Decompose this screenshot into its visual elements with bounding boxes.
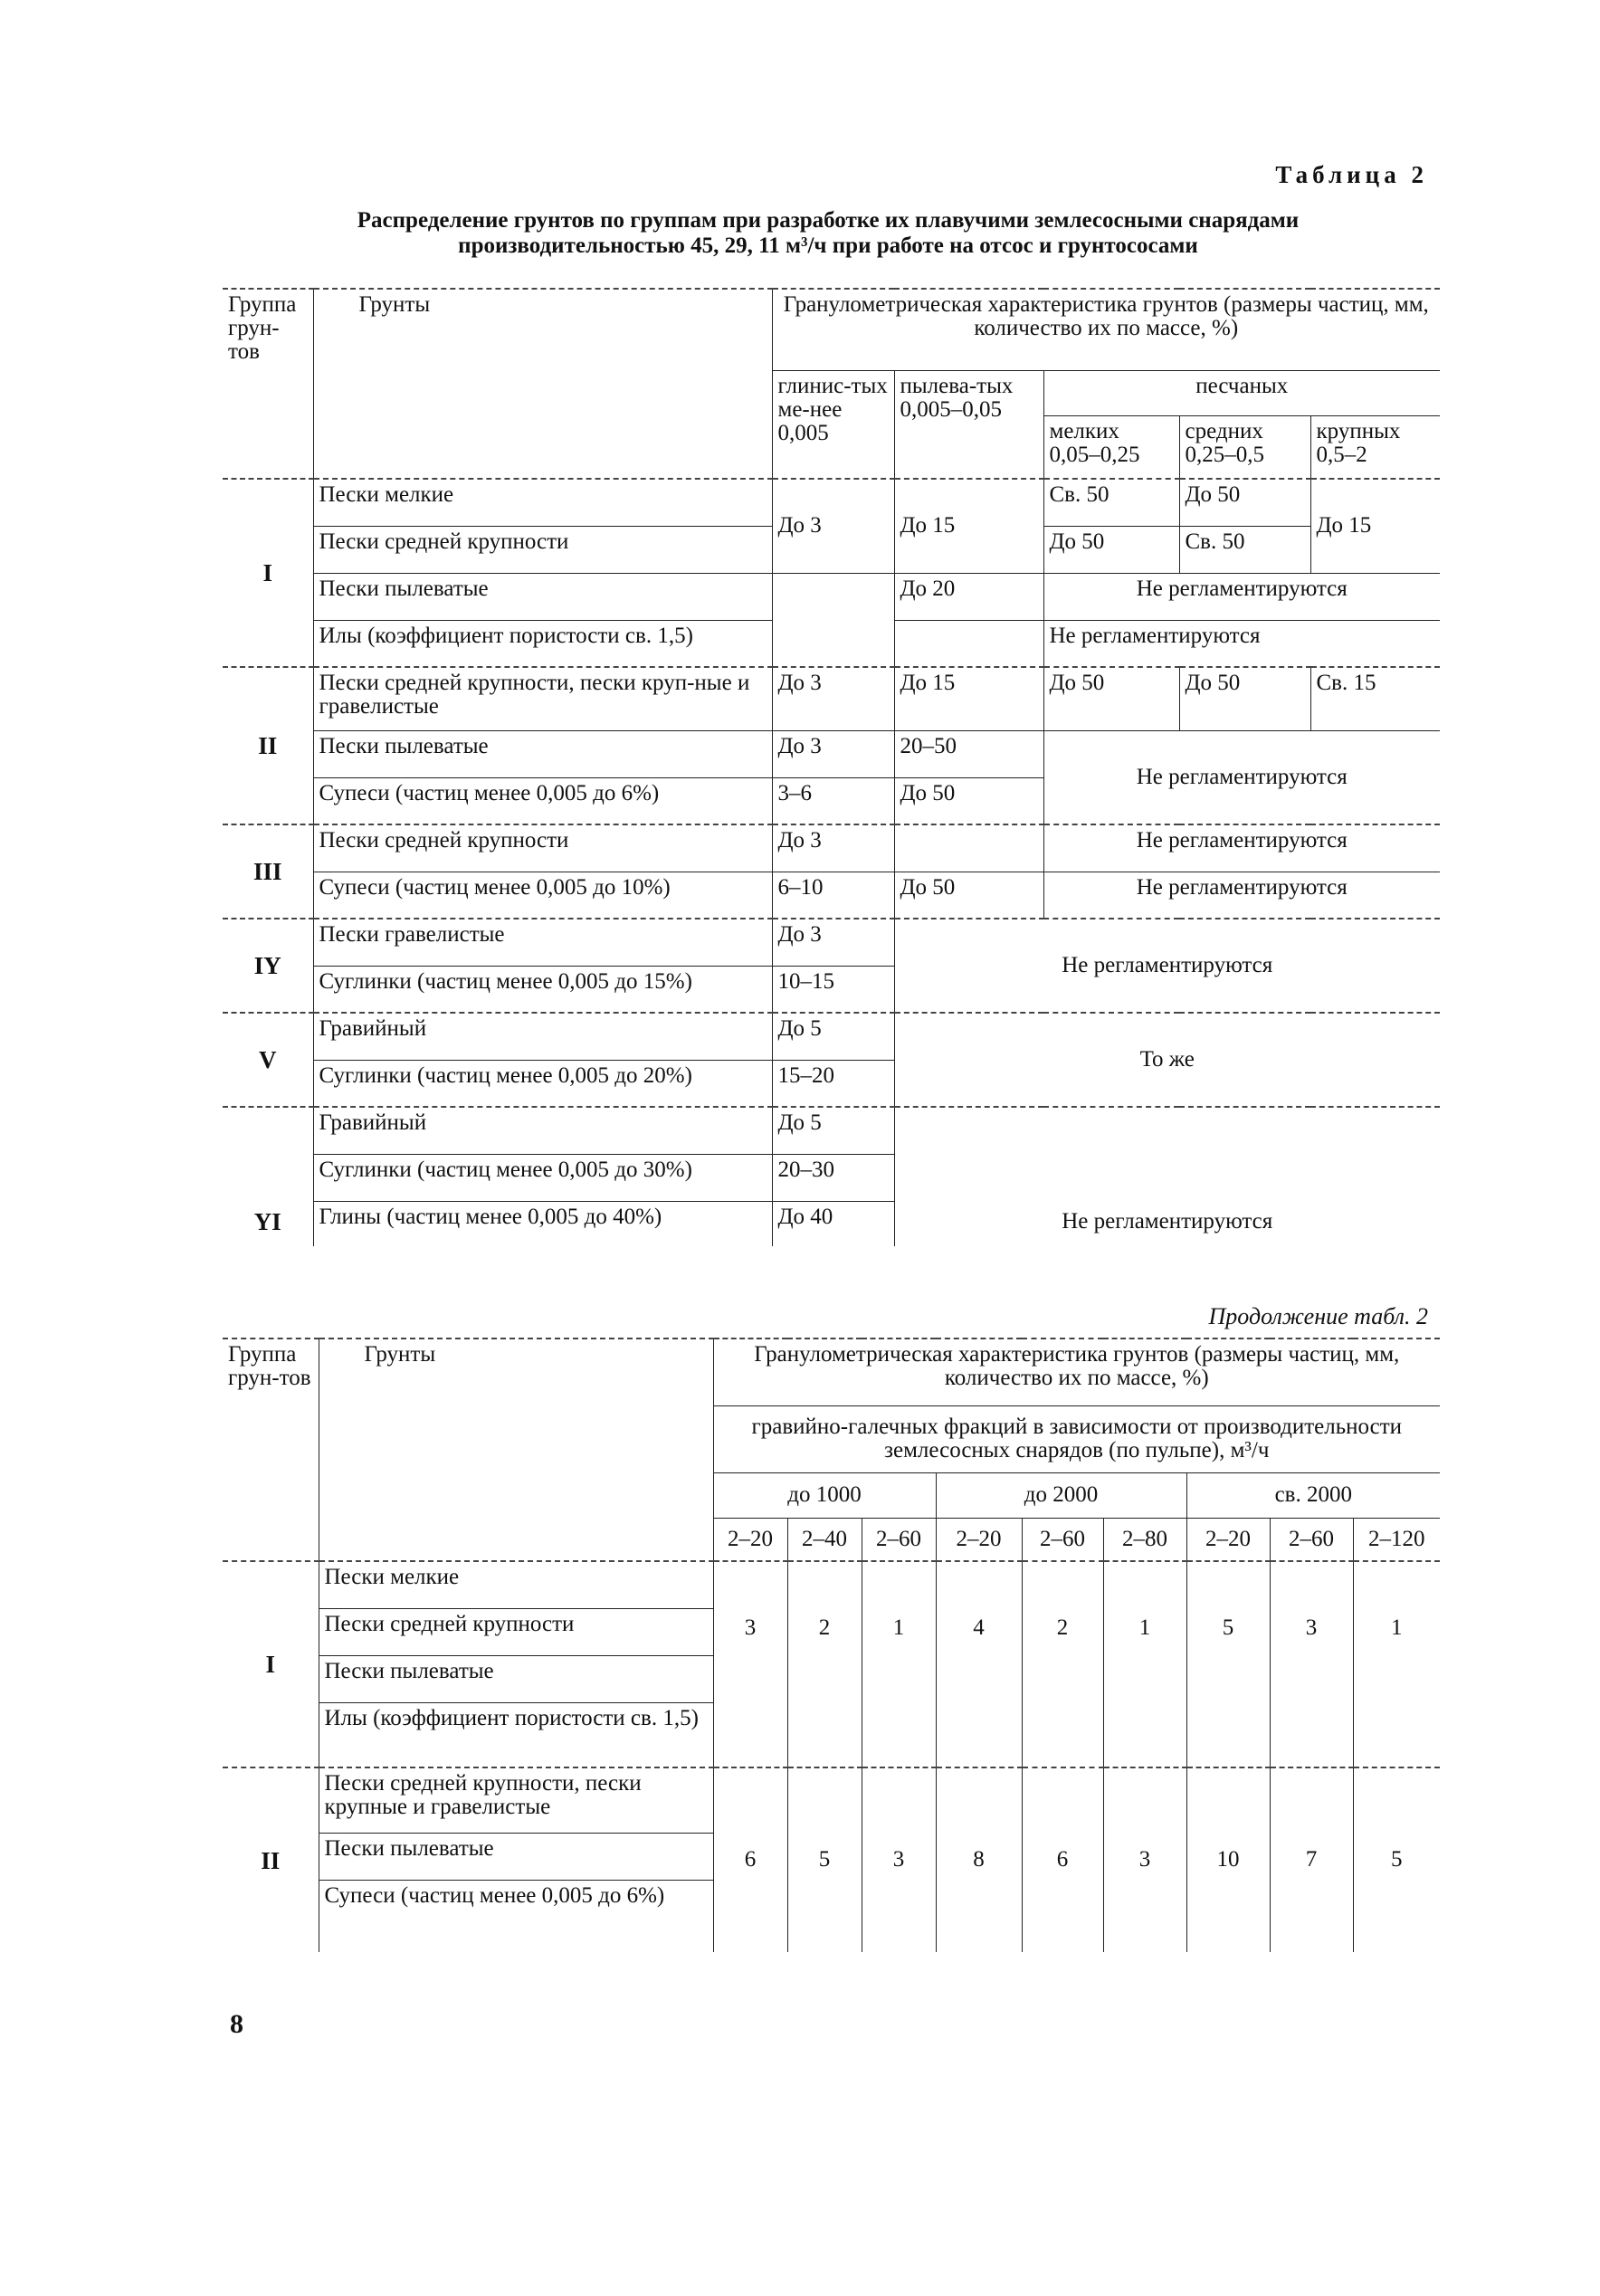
soil-cell: Илы (коэффициент пористости св. 1,5) [319, 1702, 713, 1767]
soil-cell: Пески пылеватые [319, 1833, 713, 1880]
header-soils: Грунты [313, 289, 772, 479]
group-cell: I [223, 1561, 319, 1767]
header-silt: пылева-тых 0,005–0,05 [894, 370, 1043, 479]
value-cell: 1 [1353, 1561, 1440, 1767]
page-number: 8 [230, 2009, 243, 2039]
soil-cell: Пески пылеватые [313, 573, 772, 620]
value-cell: До 3 [772, 479, 894, 573]
value-cell: 3 [1270, 1561, 1353, 1767]
value-cell: 2 [787, 1561, 862, 1767]
value-cell: До 15 [894, 667, 1043, 730]
header-soils: Грунты [319, 1339, 713, 1561]
value-cell: До 3 [772, 824, 894, 872]
value-cell: 5 [1353, 1767, 1440, 1952]
value-cell: До 3 [772, 730, 894, 777]
value-cell: 3–6 [772, 777, 894, 824]
value-cell: Св. 15 [1310, 667, 1440, 730]
header-fraction: 2–120 [1353, 1518, 1440, 1561]
soil-cell: Пески пылеватые [313, 730, 772, 777]
soil-cell: Пески гравелистые [313, 919, 772, 966]
value-cell: 6 [713, 1767, 787, 1952]
header-productivity: до 1000 [713, 1472, 936, 1518]
value-cell: До 50 [1043, 667, 1179, 730]
header-fraction: 2–20 [713, 1518, 787, 1561]
soil-cell: Пески пылеватые [319, 1655, 713, 1702]
value-cell: 15–20 [772, 1060, 894, 1107]
header-fraction: 2–60 [1270, 1518, 1353, 1561]
value-cell: Св. 50 [1043, 479, 1179, 526]
header-clay: глинис-тых ме-нее 0,005 [772, 370, 894, 479]
value-cell: До 3 [772, 667, 894, 730]
value-cell: 8 [936, 1767, 1022, 1952]
soil-cell: Пески средней крупности [313, 824, 772, 872]
header-fraction: 2–20 [1186, 1518, 1270, 1561]
value-cell: 1 [862, 1561, 936, 1767]
soil-groups-table-continued [223, 1338, 1440, 1952]
value-cell: 3 [713, 1561, 787, 1767]
value-cell: До 3 [772, 919, 894, 966]
value-cell: До 20 [894, 573, 1043, 620]
value-cell: Св. 50 [1179, 526, 1310, 573]
group-cell: V [223, 1013, 313, 1107]
soil-cell: Суглинки (частиц менее 0,005 до 20%) [313, 1060, 772, 1107]
value-cell: 10–15 [772, 966, 894, 1013]
soil-cell: Глины (частиц менее 0,005 до 40%) [313, 1201, 772, 1246]
value-cell: Не регламентируются [1043, 620, 1440, 667]
header-medium: средних 0,25–0,5 [1179, 415, 1310, 479]
soil-cell: Пески средней крупности [313, 526, 772, 573]
table-caption [208, 208, 1448, 259]
value-cell: Не регламентируются [1043, 573, 1440, 620]
value-cell: До 50 [1179, 667, 1310, 730]
soil-cell: Пески средней крупности [319, 1608, 713, 1655]
value-cell: 20–30 [772, 1154, 894, 1201]
soil-cell: Гравийный [313, 1013, 772, 1060]
header-sandy: песчаных [1043, 370, 1440, 415]
soil-groups-table [223, 288, 1440, 1246]
value-cell: 6–10 [772, 872, 894, 919]
group-cell: III [223, 824, 313, 919]
header-granulometric: Гранулометрическая характеристика грунтов (размеры частиц, мм, количество их по массе, %) [772, 289, 1440, 370]
soil-cell: Илы (коэффициент пористости св. 1,5) [313, 620, 772, 667]
group-cell: IY [223, 919, 313, 1013]
group-cell: YI [223, 1107, 313, 1246]
value-cell: До 40 [772, 1201, 894, 1246]
value-cell [772, 573, 894, 667]
header-fraction: 2–20 [936, 1518, 1022, 1561]
value-cell: До 50 [894, 777, 1043, 824]
group-cell: II [223, 667, 313, 824]
caption-line-2: производительностью 45, 29, 11 м³/ч при работе на отсос и грунтососами [458, 233, 1198, 258]
group-cell: II [223, 1767, 319, 1952]
value-cell: До 5 [772, 1013, 894, 1060]
soil-cell: Гравийный [313, 1107, 772, 1154]
value-cell: Не регламентируются [1043, 872, 1440, 919]
value-cell: До 50 [1043, 526, 1179, 573]
value-cell: До 15 [1310, 479, 1440, 573]
value-cell: То же [894, 1013, 1440, 1107]
soil-cell: Пески средней крупности, пески крупные и гравелистые [319, 1767, 713, 1833]
value-cell: Не регламентируются [1043, 730, 1440, 824]
value-cell: 4 [936, 1561, 1022, 1767]
value-cell: Не регламентируются [894, 1107, 1440, 1246]
value-cell: 5 [787, 1767, 862, 1952]
value-cell: До 50 [894, 872, 1043, 919]
header-fraction: 2–60 [1022, 1518, 1103, 1561]
header-fraction: 2–60 [862, 1518, 936, 1561]
value-cell: 2 [1022, 1561, 1103, 1767]
value-cell: 5 [1186, 1561, 1270, 1767]
soil-cell: Пески средней крупности, пески круп-ные и гравелистые [313, 667, 772, 730]
value-cell: До 50 [1179, 479, 1310, 526]
continuation-label: Продолжение табл. 2 [1208, 1303, 1428, 1329]
header-group: Группа грун-тов [223, 289, 313, 479]
soil-cell: Пески мелкие [313, 479, 772, 526]
soil-cell: Супеси (частиц менее 0,005 до 10%) [313, 872, 772, 919]
value-cell: До 15 [894, 479, 1043, 573]
value-cell: 6 [1022, 1767, 1103, 1952]
header-productivity: до 2000 [936, 1472, 1186, 1518]
caption-line-1: Распределение грунтов по группам при разработке их плавучими землесосными снарядами [357, 208, 1300, 233]
soil-cell: Пески мелкие [319, 1561, 713, 1608]
value-cell: Не регламентируются [1043, 824, 1440, 872]
value-cell: 3 [862, 1767, 936, 1952]
value-cell: 10 [1186, 1767, 1270, 1952]
table-number-label: Таблица 2 [1275, 161, 1428, 188]
value-cell: 1 [1103, 1561, 1186, 1767]
value-cell: 20–50 [894, 730, 1043, 777]
header-fractions: гравийно-галечных фракций в зависимости от производительности землесосных снарядов (по пульпе), м³/ч [713, 1405, 1440, 1472]
value-cell: 3 [1103, 1767, 1186, 1952]
soil-cell: Суглинки (частиц менее 0,005 до 30%) [313, 1154, 772, 1201]
group-cell: I [223, 479, 313, 667]
value-cell: Не регламентируются [894, 919, 1440, 1013]
value-cell: До 5 [772, 1107, 894, 1154]
soil-cell: Супеси (частиц менее 0,005 до 6%) [319, 1880, 713, 1952]
header-productivity: св. 2000 [1186, 1472, 1440, 1518]
header-coarse: крупных 0,5–2 [1310, 415, 1440, 479]
value-cell: 7 [1270, 1767, 1353, 1952]
header-granulometric: Гранулометрическая характеристика грунтов (размеры частиц, мм, количество их по массе, %) [713, 1339, 1440, 1405]
soil-cell: Супеси (частиц менее 0,005 до 6%) [313, 777, 772, 824]
soil-cell: Суглинки (частиц менее 0,005 до 15%) [313, 966, 772, 1013]
header-fraction: 2–80 [1103, 1518, 1186, 1561]
value-cell [894, 824, 1043, 872]
header-fraction: 2–40 [787, 1518, 862, 1561]
header-fine: мелких 0,05–0,25 [1043, 415, 1179, 479]
header-group: Группа грун-тов [223, 1339, 319, 1561]
value-cell [894, 620, 1043, 667]
